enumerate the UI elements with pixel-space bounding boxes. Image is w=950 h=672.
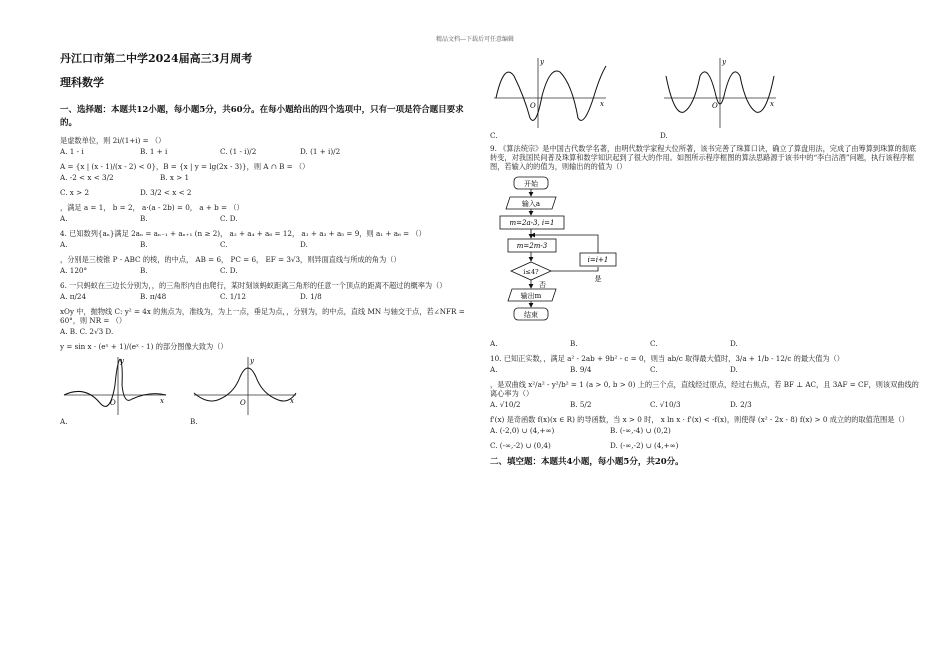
fc-assign1: m=2a-3, i=1	[509, 219, 555, 227]
graph-c-label: C.	[490, 131, 498, 140]
graph-c-plot	[490, 56, 610, 131]
q12-text: f'(x) 是奇函数 f(x)(x ∈ R) 的导函数，当 x > 0 时， x ln x · f'(x) < -f(x)，则使得 (x² - 2x - 8) f(x) > 0 成立的的取值范围是（）	[490, 415, 909, 424]
q1-text: 是虚数单位，则 2i/(1+i) = （）	[60, 135, 166, 145]
graph-c-origin: O	[530, 102, 536, 110]
graph-b-y-label: y	[250, 356, 254, 365]
graph-a-origin: O	[110, 398, 116, 407]
q11-option-a: A. √10/2	[490, 400, 521, 409]
q3-option-cd: C. D.	[220, 213, 238, 223]
fc-input: 输入a	[521, 200, 541, 208]
q6-option-d: D. 1/8	[300, 291, 322, 301]
q1-option-a: A. 1 - i	[60, 146, 84, 156]
q1-option-d: D. (1 + i)/2	[300, 146, 341, 156]
q10-option-d: D.	[730, 365, 738, 374]
q12-option-a: A. (-2,0) ∪ (4,+∞)	[490, 426, 555, 435]
graph-c-x-label: x	[600, 100, 604, 108]
graph-a	[60, 355, 170, 426]
q4-option-b: B.	[140, 239, 148, 249]
header-note: 精品文档---下载后可任意编辑	[435, 36, 515, 43]
q9-option-d: D.	[730, 339, 738, 348]
fc-end: 结束	[524, 311, 538, 319]
fc-yes: 是	[594, 275, 602, 283]
graph-b	[190, 355, 300, 426]
q5-option-b: B.	[140, 265, 148, 275]
q12-options-2	[490, 441, 920, 450]
graph-d-y-label: y	[722, 58, 726, 66]
graph-d-plot	[660, 56, 780, 131]
exam-subject: 理科数学	[60, 75, 104, 89]
q6-options	[60, 292, 470, 301]
q9-option-c: C.	[650, 339, 658, 348]
q3-options	[60, 214, 470, 223]
q10-text: 10. 已知正实数，，满足 a² - 2ab + 9b² - c = 0，则当 ab/c 取得最大值时，3/a + 1/b - 12/c 的最大值为（）	[490, 354, 844, 363]
graph-d-origin: O	[712, 102, 718, 110]
q12-options-1	[490, 426, 920, 435]
q10-option-a: A.	[490, 365, 498, 374]
q2-option-b: B. x > 1	[160, 172, 190, 182]
right-column	[490, 52, 920, 469]
q9-option-b: B.	[570, 339, 578, 348]
fc-assign2: m=2m-3	[516, 242, 548, 250]
q5-options	[60, 266, 470, 275]
q2-text: A = {x | (x - 1)/(x - 2) < 0}，B = {x | y = lg(2x - 3)}，则 A ∩ B = （）	[60, 161, 310, 171]
q4-option-a: A.	[60, 239, 68, 249]
q8-text: y = sin x · (eˣ + 1)/(eˣ - 1) 的部分图像大致为（）	[60, 341, 228, 351]
q5-text: ，分别是三棱锥 P - ABC 的棱，的中点， AB = 6， PC = 6， EF = 3√3，则异面直线与所成的角为（）	[60, 254, 401, 264]
q10-options	[490, 365, 920, 374]
q2-option-a: A. -2 < x < 3/2	[60, 172, 114, 182]
q11-options	[490, 400, 920, 409]
flowchart	[494, 175, 920, 337]
graph-a-x-label: x	[160, 396, 164, 405]
q8-graphs-ab	[60, 355, 470, 426]
graph-c	[490, 56, 610, 140]
graph-b-x-label: x	[290, 396, 294, 405]
graph-b-curve	[194, 368, 296, 401]
q12-option-c: C. (-∞,-2) ∪ (0,4)	[490, 441, 551, 450]
graph-d-x-label: x	[770, 100, 774, 108]
q5-option-cd: C. D.	[220, 265, 238, 275]
q2-options	[60, 173, 470, 182]
q9-text: 9. 《算法统宗》是中国古代数学名著，由明代数学家程大位所著，该书完善了珠算口诀，确立了算盘用法，完成了由筹算到珠算的彻底转变，对我国民间普及珠算和数学知识起到了很大的作用。如图所示程序框图的算法思路源于该书中的“李白沽酒”问题，执行该程序框图，若输入的的值为，则输出的的值为（）	[490, 144, 917, 171]
q6-text: 6. 一只蚂蚁在三边长分别为，，的三角形内自由爬行，某时刻该蚂蚁距离三角形的任意一个顶点的距离不超过的概率为（）	[60, 280, 447, 290]
q4-options	[60, 240, 470, 249]
q7-options	[60, 327, 470, 336]
q2-options-2	[60, 188, 470, 197]
flowchart-svg	[494, 175, 634, 335]
q4-option-d: D.	[300, 239, 308, 249]
graph-d	[660, 56, 780, 140]
section-2-heading: 二、填空题：本题共4小题，每小题5分，共20分。	[490, 457, 684, 467]
q6-option-a: A. π/24	[60, 291, 87, 301]
q12-option-b: B. (-∞,-4) ∪ (0,2)	[610, 426, 671, 435]
fc-output: 输出m	[520, 292, 542, 300]
q6-option-c: C. 1/12	[220, 291, 246, 301]
q10-option-c: C.	[650, 365, 658, 374]
graph-b-label: B.	[190, 416, 198, 426]
q6-option-b: B. π/48	[140, 291, 167, 301]
q7-text: xOy 中，抛物线 C: y² = 4x 的焦点为，准线为，为上一点，垂足为点，，分别为，的中点，直线 MN 与轴交于点，若∠NFR = 60°，则 NR = （）	[60, 306, 465, 325]
graph-a-plot	[60, 355, 170, 417]
q11-option-c: C. √10/3	[650, 400, 681, 409]
q8-graphs-cd	[490, 56, 920, 140]
fc-inc: i=i+1	[587, 256, 609, 264]
q3-option-b: B.	[140, 213, 148, 223]
graph-c-y-label: y	[540, 58, 544, 66]
left-column	[60, 48, 470, 430]
fc-no: 否	[539, 281, 546, 289]
q2-option-c: C. x > 2	[60, 187, 90, 197]
q10-option-b: B. 9/4	[570, 365, 592, 374]
q11-option-b: B. 5/2	[570, 400, 592, 409]
graph-a-y-label: y	[120, 356, 124, 365]
q1-option-b: B. 1 + i	[140, 146, 168, 156]
q5-option-a: A. 120°	[60, 265, 88, 275]
q4-text: 4. 已知数列{aₙ}满足 2aₙ = aₙ₋₁ + aₙ₊₁ (n ≥ 2)， a₂ + a₄ + a₆ = 12， a₁ + a₃ + a₅ = 9，则 a₁ + a₆ = （）	[60, 228, 426, 238]
section-1-heading: 一、选择题：本题共12小题，每小题5分，共60分。在每小题给出的四个选项中，只有一项是符合题目要求的。	[60, 104, 464, 128]
exam-title: 丹江口市第二中学2024届高三3月周考	[60, 52, 253, 65]
graph-b-plot	[190, 355, 300, 417]
q1-options	[60, 147, 470, 156]
q7-option-all: A. B. C. 2√3 D.	[60, 326, 114, 336]
q3-option-a: A.	[60, 213, 68, 223]
graph-b-origin: O	[240, 398, 246, 407]
fc-start: 开始	[524, 180, 538, 188]
q1-option-c: C. (1 - i)/2	[220, 146, 257, 156]
q9-options	[490, 339, 920, 348]
q9-option-a: A.	[490, 339, 498, 348]
q12-option-d: D. (-∞,-2) ∪ (4,+∞)	[610, 441, 679, 450]
graph-d-label: D.	[660, 131, 668, 140]
q4-option-c: C.	[220, 239, 228, 249]
q11-option-d: D. 2/3	[730, 400, 752, 409]
fc-cond: i≤4?	[523, 268, 539, 276]
q2-option-d: D. 3/2 < x < 2	[140, 187, 192, 197]
graph-c-curve	[496, 66, 606, 120]
q11-text: ，是双曲线 x²/a² - y²/b² = 1 (a > 0, b > 0) 上的三个点，直线经过原点，经过右焦点，若 BF ⊥ AC，且 3AF = CF，则该双曲线的离心率为（）	[490, 380, 919, 398]
q3-text: ，满足 a = 1， b = 2， a·(a - 2b) = 0， a + b = （）	[60, 202, 244, 212]
graph-a-label: A.	[60, 416, 68, 426]
